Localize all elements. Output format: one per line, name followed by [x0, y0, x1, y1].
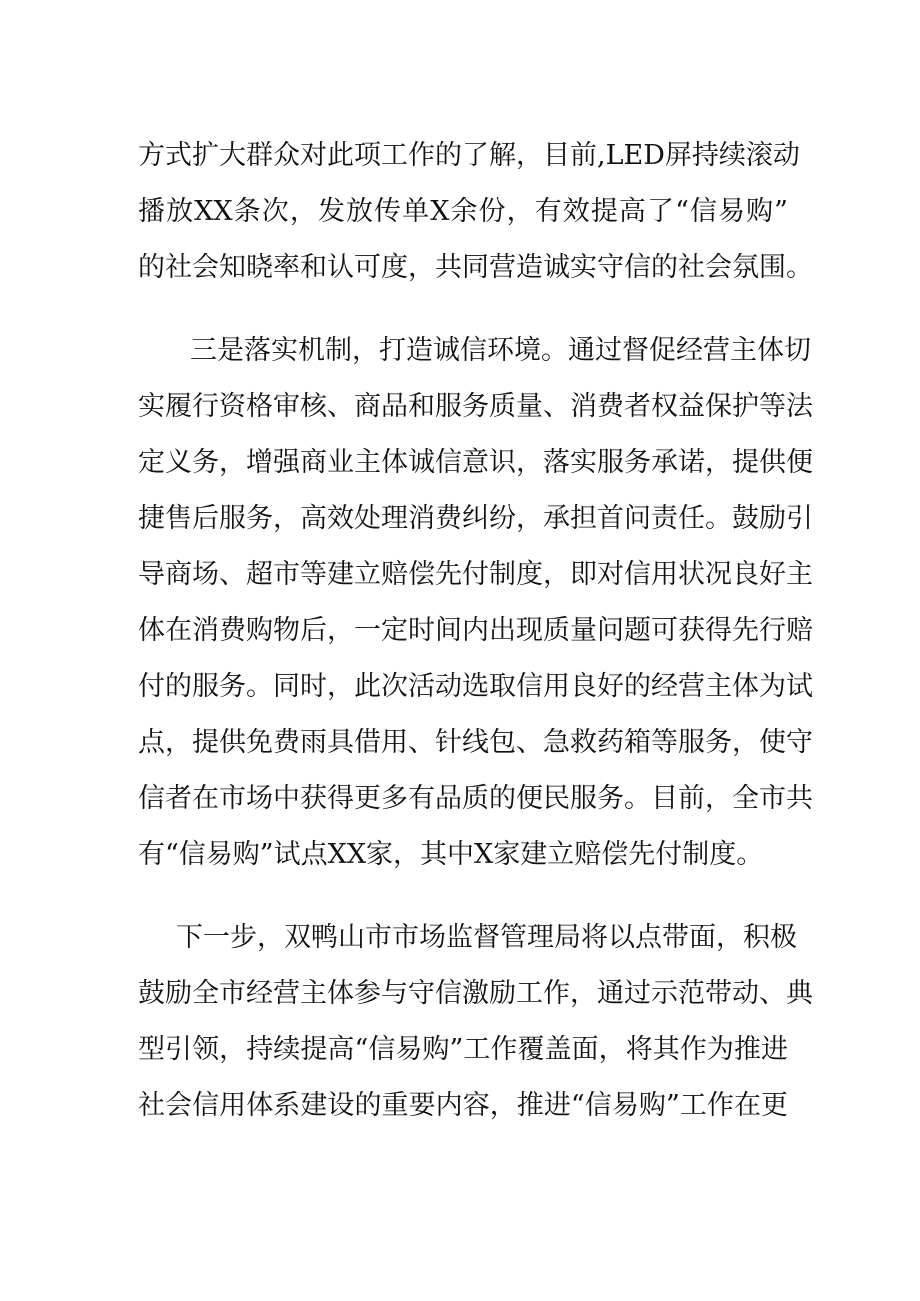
text-line-4: 三是落实机制，打造诚信环境。通过督促经营主体切 [190, 335, 811, 366]
text-line-16: 型引领，持续提高“信易购”工作覆盖面，将其作为推进 [138, 1034, 788, 1065]
text-line-8: 导商场、超市等建立赔偿先付制度，即对信用状况良好主 [138, 559, 813, 590]
text-line-1: 方式扩大群众对此项工作的了解，目前,LED屏持续滚动 [138, 140, 800, 171]
text-line-6: 定义务，增强商业主体诚信意识，落实服务承诺，提供便 [138, 447, 813, 478]
text-line-12: 信者在市场中获得更多有品质的便民服务。目前，全市共 [138, 783, 813, 814]
text-line-17: 社会信用体系建设的重要内容，推进“信易购”工作在更 [138, 1090, 788, 1121]
text-line-10: 付的服务。同时，此次活动选取信用良好的经营主体为试 [138, 671, 813, 702]
text-line-14: 下一步，双鸭山市市场监督管理局将以点带面，积极 [176, 922, 797, 953]
text-line-3: 的社会知晓率和认可度，共同营造诚实守信的社会氛围。 [138, 252, 813, 283]
text-line-15: 鼓励全市经营主体参与守信激励工作，通过示范带动、典 [138, 978, 813, 1009]
text-line-11: 点，提供免费雨具借用、针线包、急救药箱等服务，使守 [138, 727, 813, 758]
text-line-13: 有“信易购”试点XX家，其中X家建立赔偿先付制度。 [138, 839, 764, 870]
text-line-5: 实履行资格审核、商品和服务质量、消费者权益保护等法 [138, 391, 813, 422]
text-line-2: 播放XX条次，发放传单X余份，有效提高了“信易购” [138, 196, 788, 227]
text-line-7: 捷售后服务，高效处理消费纠纷，承担首问责任。鼓励引 [138, 503, 813, 534]
text-line-9: 体在消费购物后，一定时间内出现质量问题可获得先行赔 [138, 615, 813, 646]
